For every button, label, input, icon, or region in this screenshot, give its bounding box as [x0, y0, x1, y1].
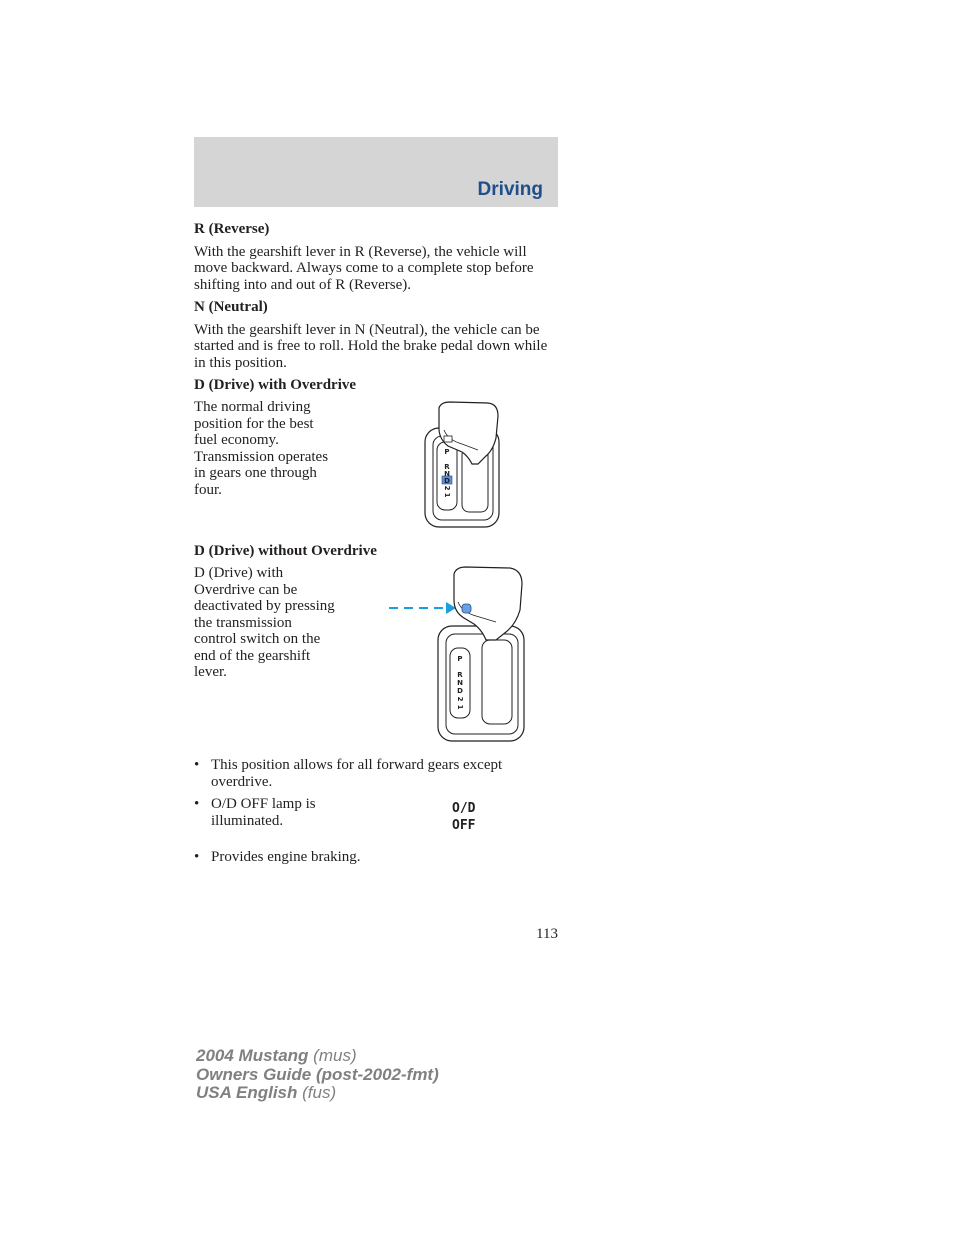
drive-no-overdrive-heading: D (Drive) without Overdrive [194, 543, 377, 559]
neutral-heading: N (Neutral) [194, 299, 268, 315]
text-line: control switch on the [194, 631, 321, 647]
gear-label: P [444, 448, 450, 456]
text-line: This position allows for all forward gears except [211, 757, 503, 773]
bullet-text [211, 796, 394, 829]
footer-guide: Owners Guide (post-2002-fmt) [196, 1064, 439, 1084]
gear-label: N [457, 679, 463, 687]
od-off-lamp-icon [452, 800, 475, 834]
text-line: deactivated by pressing [194, 598, 335, 614]
bullet-text [211, 849, 558, 866]
document-footer [196, 1047, 439, 1103]
text-line: in gears one through [194, 465, 317, 481]
od-lamp-line1: O/D [452, 801, 476, 816]
bullet-item [194, 757, 558, 790]
bullet-item [194, 796, 394, 829]
section-title: Driving [477, 179, 543, 200]
bullet-dot-icon: • [194, 796, 200, 812]
drive-overdrive-heading: D (Drive) with Overdrive [194, 377, 357, 393]
gear-label: P [457, 655, 463, 663]
footer-language-code: (fus) [297, 1083, 337, 1102]
drive-no-overdrive-paragraph [194, 565, 335, 681]
text-line: the transmission [194, 614, 292, 631]
section-header-band [194, 137, 558, 207]
text-line: four. [194, 481, 222, 498]
drive-overdrive-paragraph [194, 399, 328, 498]
gear-label: D [444, 477, 450, 485]
footer-line [196, 1047, 439, 1066]
gear-label: 2 [456, 696, 464, 702]
gear-label: N [444, 470, 450, 478]
text-line: Overdrive can be [194, 581, 298, 598]
reverse-paragraph: With the gearshift lever in R (Reverse), the vehicle will move backward. Always come to a complete stop before shifting into and out of R (Reverse). [194, 243, 534, 293]
text-line: position for the best [194, 415, 314, 432]
gearshift-illustration-overdrive-switch [386, 564, 528, 746]
reverse-heading: R (Reverse) [194, 221, 270, 237]
text-line: The normal driving [194, 399, 311, 415]
gear-label: R [457, 671, 463, 679]
main-text-column [194, 221, 558, 400]
text-line: Provides engine braking. [211, 849, 361, 865]
gear-label: D [457, 687, 463, 695]
footer-language: USA English [196, 1083, 298, 1102]
bullet-item [194, 849, 558, 866]
gear-label: 1 [456, 704, 464, 710]
bullet-dot-icon: • [194, 757, 200, 773]
footer-line [196, 1066, 439, 1085]
gear-label: 2 [443, 485, 451, 491]
neutral-paragraph: With the gearshift lever in N (Neutral), the vehicle can be started and is free to roll. Hold the brake pedal down while in this position. [194, 321, 548, 371]
footer-model: 2004 Mustang [196, 1046, 309, 1065]
bullet-dot-icon: • [194, 849, 200, 865]
text-line: O/D OFF lamp is [211, 796, 316, 812]
page-number: 113 [536, 926, 558, 942]
gearshift-illustration-drive [418, 400, 508, 532]
text-line: illuminated. [211, 812, 284, 829]
bullet-text [211, 757, 558, 790]
text-line: end of the gearshift [194, 647, 311, 664]
gear-label: 1 [443, 492, 451, 498]
text-line: D (Drive) with [194, 565, 284, 581]
footer-line [196, 1084, 439, 1103]
footer-model-code: (mus) [308, 1046, 357, 1065]
od-lamp-line2: OFF [452, 818, 476, 833]
text-line: fuel economy. [194, 432, 279, 448]
text-line: lever. [194, 664, 227, 680]
gear-label: R [444, 463, 450, 471]
text-line: Transmission operates [194, 448, 329, 465]
text-line: overdrive. [211, 773, 273, 790]
